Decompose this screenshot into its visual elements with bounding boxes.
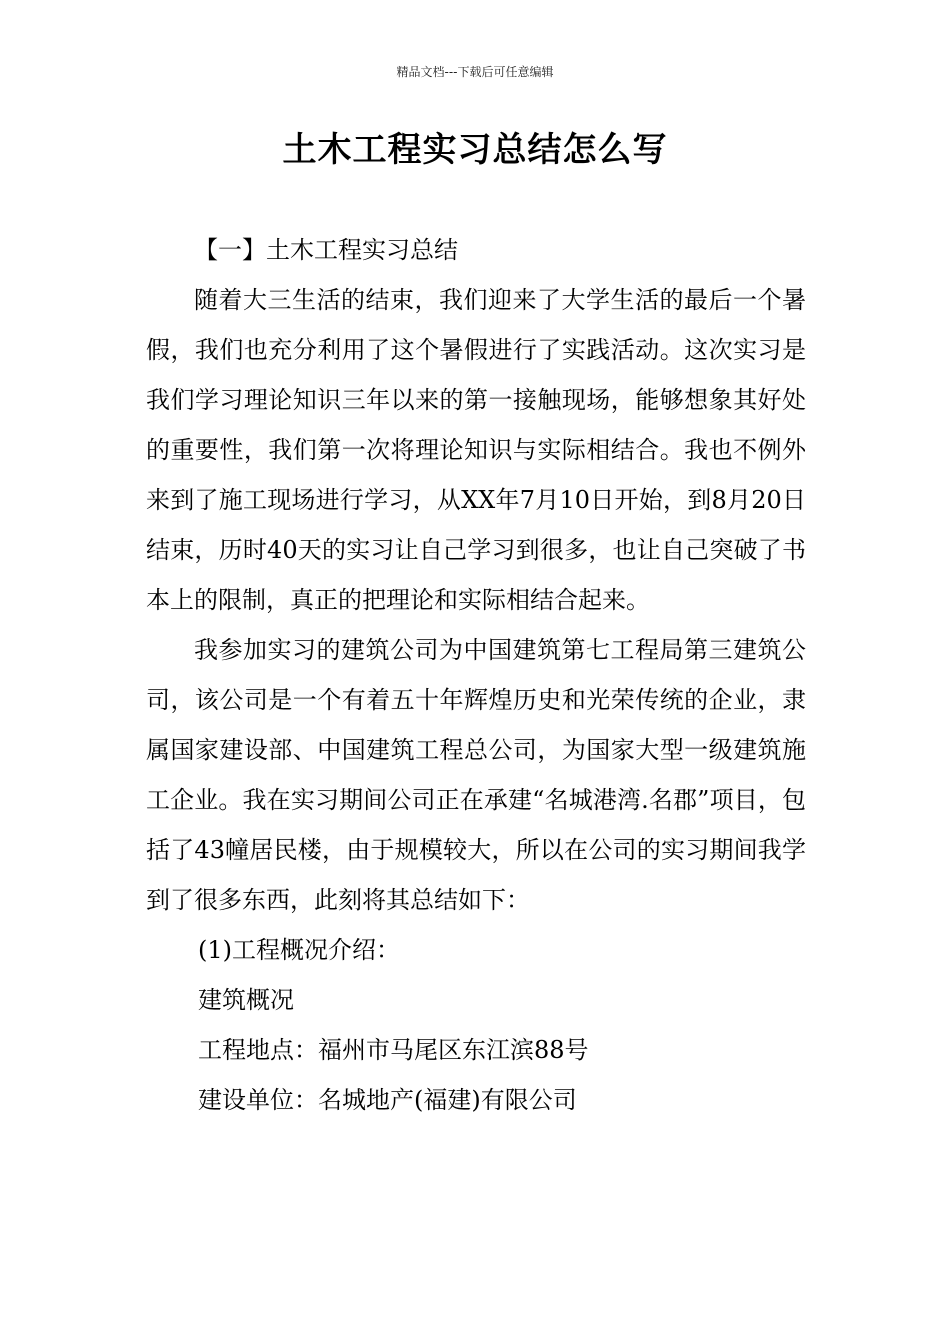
document-title: 土木工程实习总结怎么写: [282, 130, 668, 170]
project-location-line: 工程地点：福州市马尾区东江滨88号: [198, 1036, 589, 1064]
header-note: 精品文档---下载后可任意编辑: [396, 65, 554, 79]
paragraph-1: 随着大三生活的结束，我们迎来了大学生活的最后一个暑假，我们也充分利用了这个暑假进行了实践活动。这次实习是我们学习理论知识三年以来的第一接触现场，能够想象其好处的重要性，我们第一次将理论知识与实际相结合。我也不例外来到了施工现场进行学习，从XX年7月10日开始，到8月20日结束，历时40天的实习让自己学习到很多，也让自己突破了书本上的限制，真正的把理论和实际相结合起来。: [146, 286, 806, 614]
client-line: 建设单位：名城地产(福建)有限公司: [198, 1086, 577, 1114]
building-overview-label: 建筑概况: [198, 986, 294, 1014]
paragraph-2: 我参加实习的建筑公司为中国建筑第七工程局第三建筑公司，该公司是一个有着五十年辉煌历史和光荣传统的企业，隶属国家建设部、中国建筑工程总公司，为国家大型一级建筑施工企业。我在实习期间公司正在承建“名城港湾.名郡”项目，包括了43幢居民楼，由于规模较大，所以在公司的实习期间我学到了很多东西，此刻将其总结如下：: [146, 636, 806, 914]
document-body: [146, 225, 806, 1125]
section-heading: 【一】土木工程实习总结: [194, 236, 458, 264]
overview-heading: (1)工程概况介绍：: [198, 936, 400, 964]
